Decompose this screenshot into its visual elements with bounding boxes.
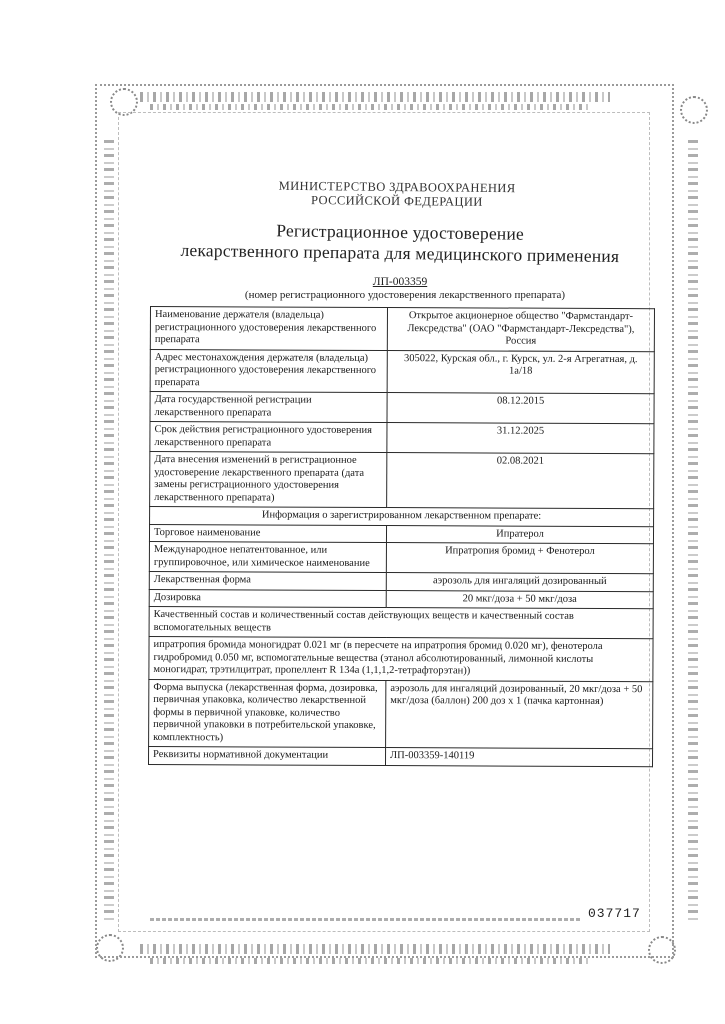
table-row [149,636,653,681]
registration-date-label: Дата государственной регистрации лекарственного препарата [150,392,387,423]
release-form-label: Форма выпуска (лекарственная форма, дозировка, первичная упаковка, количество лекарственной формы в первичной упаковке, количество первичной упаковки в потребительской упаковке, комплектность) [149,679,386,748]
dosage-form-value: аэрозоль для ингаляций дозированный [386,573,653,592]
dosage-label: Дозировка [149,589,386,608]
table-row [150,507,654,527]
release-form-value: аэрозоль для ингаляций дозированный, 20 мкг/доза + 50 мкг/доза (баллон) 200 доз х 1 (пачка картонная) [386,680,653,749]
registration-number: ЛП-003359 [372,276,428,288]
table-row [150,452,654,509]
serial-number: 037717 [588,906,641,921]
ornament-circle-top-right [680,96,708,124]
registration-number-caption: (номер регистрационного удостоверения лекарственного препарата) [244,289,566,301]
ministry-line-2: РОССИЙСКОЙ ФЕДЕРАЦИИ [310,193,483,209]
trade-name-label: Торговое наименование [149,524,386,543]
info-heading: Информация о зарегистрированном лекарственном препарате: [150,507,654,527]
validity-value: 31.12.2025 [387,423,654,454]
table-row [149,571,653,591]
trade-name-value: Ипратерол [386,525,653,544]
ministry-name [262,179,532,210]
amendment-date-label: Дата внесения изменений в регистрационное удостоверение лекарственного препарата (дата замены регистрационного удостоверения лекарственного препарата) [150,452,387,508]
holder-address-label: Адрес местонахождения держателя (владельца) регистрационного удостоверения лекарственного препарата [150,349,387,393]
table-row [149,679,653,749]
holder-name-label: Наименование держателя (владельца) регистрационного удостоверения лекарственного препарата [150,307,387,351]
table-row [149,746,653,766]
decorative-right-band [688,140,698,920]
document-title [150,219,651,268]
table-row [149,589,653,609]
table-row [150,349,654,394]
amendment-date-value: 02.08.2021 [387,453,654,509]
inn-value: Ипратропия бромид + Фенотерол [386,543,653,574]
table-row [150,307,654,352]
certificate-table [148,306,655,767]
holder-address-value: 305022, Курская обл., г. Курск, ул. 2-я Агрегатная, д. 1а/18 [387,350,654,394]
normative-docs-label: Реквизиты нормативной документации [149,746,386,765]
table-row [149,524,653,544]
table-row [150,392,654,424]
inn-label: Международное непатентованное, или группировочное, или химическое наименование [149,541,386,572]
normative-docs-value: ЛП-003359-140119 [385,748,652,767]
title-line-2: лекарственного препарата для медицинского применения [180,239,620,267]
decorative-bottom-band-2 [150,958,590,964]
composition-text: ипратропия бромида моногидрат 0.021 мг (в пересчете на ипратропия бромид 0.020 мг), фенотерола гидробромид 0.050 мг, вспомогательные вещества (этанол абсолютированный, лимонной кислоты моногидрат, трэтилцитрат, пропеллент R 134a (1,1,1,2-тетрафторэтан)) [149,636,653,681]
dosage-value: 20 мкг/доза + 50 мкг/доза [386,590,653,609]
table-row [149,606,653,638]
footer-dotted-line [150,918,580,921]
dosage-form-label: Лекарственная форма [149,571,386,590]
holder-name-value: Открытое акционерное общество "Фармстандарт-Лексредства" (ОАО "Фармстандарт-Лексредства"), Россия [387,308,654,352]
ministry-line-1: МИНИСТЕРСТВО ЗДРАВООХРАНЕНИЯ [278,178,516,196]
validity-label: Срок действия регистрационного удостоверения лекарственного препарата [150,422,387,453]
title-line-1: Регистрационное удостоверение [276,220,525,244]
registration-date-value: 08.12.2015 [387,393,654,424]
composition-heading: Качественный состав и количественный состав действующих веществ и качественный состав вспомогательных веществ [149,606,653,638]
table-row [150,422,654,454]
table-row [149,541,653,573]
